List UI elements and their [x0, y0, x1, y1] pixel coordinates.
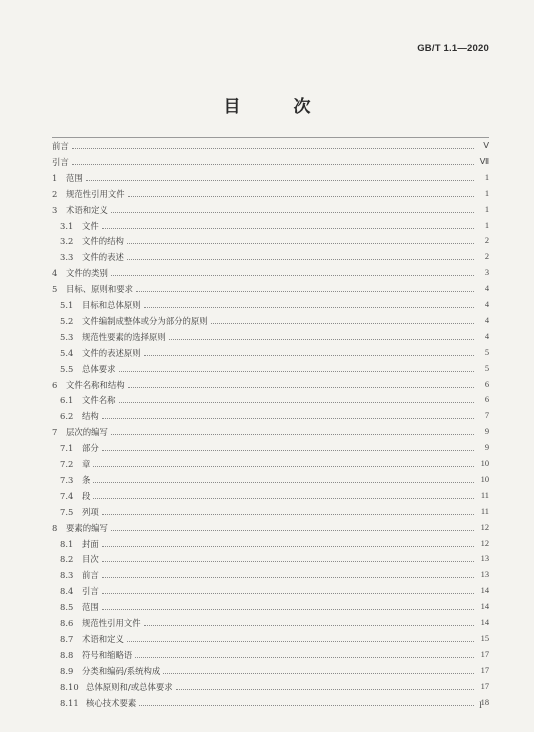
toc-entry-number: 5.1 [60, 300, 74, 310]
toc-entry-page: 14 [480, 618, 489, 627]
toc-entry-title: 范围 [82, 602, 99, 613]
toc-entry[interactable] [52, 678, 489, 692]
toc-entry-title: 结构 [82, 411, 99, 422]
toc-entry-page: 10 [480, 459, 489, 468]
toc-entry-title: 文件的类别 [66, 268, 108, 279]
toc-entry[interactable] [52, 232, 489, 246]
toc-entry-page: 17 [480, 649, 489, 659]
toc-leader-dots [93, 456, 474, 467]
toc-entry[interactable] [52, 328, 489, 342]
toc-entry-title: 目次 [82, 554, 99, 565]
toc-entry-number: 7.2 [60, 459, 74, 469]
toc-entry-number: 8.5 [60, 602, 74, 613]
toc-entry[interactable] [52, 614, 489, 628]
toc-entry-number: 7 [52, 427, 58, 438]
toc-entry[interactable] [52, 376, 489, 390]
toc-entry-page: 3 [484, 268, 489, 278]
toc-entry-title: 引言 [82, 586, 99, 597]
toc-entry-page: 14 [480, 586, 489, 596]
toc-entry-page: 4 [484, 284, 489, 294]
toc-leader-dots [102, 567, 474, 578]
toc-entry-title: 要素的编写 [66, 522, 108, 533]
toc-entry[interactable] [52, 391, 489, 405]
toc-entry-title: 术语和定义 [82, 633, 124, 644]
toc-leader-dots [111, 202, 474, 213]
page-number: I [479, 700, 482, 710]
toc-entry[interactable] [52, 344, 489, 358]
toc-entry[interactable] [52, 503, 489, 517]
toc-leader-dots [93, 472, 474, 483]
toc-leader-dots [102, 218, 474, 229]
toc-entry-title: 总体要求 [82, 363, 116, 374]
toc-entry-number: 1 [52, 172, 58, 183]
toc-leader-dots [127, 249, 474, 260]
toc-leader-dots [211, 313, 474, 324]
toc-entry[interactable] [52, 487, 489, 501]
toc-entry-number: 4 [52, 268, 58, 279]
toc-entry-number: 5 [52, 284, 58, 295]
toc-leader-dots [144, 615, 474, 626]
toc-entry-number: 8.2 [60, 554, 74, 565]
toc-entry-number: 8.10 [60, 681, 79, 692]
standard-code: GB/T 1.1—2020 [417, 43, 489, 54]
toc-entry[interactable] [52, 630, 489, 644]
toc-entry[interactable] [52, 280, 489, 294]
toc-entry-title: 规范性引用文件 [82, 618, 141, 628]
toc-entry[interactable] [52, 535, 489, 549]
toc-entry[interactable] [52, 153, 489, 167]
toc-entry-number: 5.2 [60, 315, 74, 326]
toc-entry-number: 6 [52, 379, 58, 390]
toc-entry-title: 引言 [52, 156, 69, 167]
toc-entry[interactable] [52, 296, 489, 310]
toc-leader-dots [127, 233, 474, 244]
toc-entry-title: 前言 [82, 570, 99, 581]
toc-entry-number: 3 [52, 204, 58, 215]
toc-entry-title: 文件 [82, 220, 99, 231]
toc-leader-dots [102, 408, 474, 419]
toc-entry-number: 8.7 [60, 633, 74, 644]
toc-entry[interactable] [52, 312, 489, 326]
toc-entry-title: 封面 [82, 538, 99, 549]
toc-entry-number: 8.3 [60, 570, 74, 581]
toc-entry-page: 13 [480, 554, 489, 564]
toc-entry-title: 文件名称和结构 [66, 379, 125, 390]
toc-entry[interactable] [52, 582, 489, 596]
toc-entry-page: 1 [484, 204, 489, 214]
toc-entry-title: 范围 [66, 172, 83, 183]
toc-entry[interactable] [52, 519, 489, 533]
toc-entry[interactable] [52, 217, 489, 231]
toc-entry-page: 18 [480, 697, 489, 707]
toc-entry-title: 文件编制成整体或分为部分的原则 [82, 315, 208, 326]
toc-entry-title: 前言 [52, 141, 69, 151]
toc-entry-page: 1 [484, 220, 489, 230]
toc-entry-number: 6.1 [60, 395, 74, 406]
toc-leader-dots [102, 440, 474, 451]
toc-entry-number: 5.4 [60, 347, 74, 358]
toc-entry-number: 8.8 [60, 649, 74, 660]
toc-leader-dots [176, 679, 474, 690]
toc-entry-title: 部分 [82, 443, 99, 454]
toc-entry[interactable] [52, 439, 489, 453]
toc-entry-page: 12 [480, 538, 489, 548]
toc-entry-page: 17 [480, 665, 489, 675]
toc-leader-dots [102, 583, 474, 594]
toc-entry-title: 层次的编写 [66, 427, 108, 438]
toc-entry-number: 3.1 [60, 220, 74, 231]
toc-leader-dots [93, 488, 474, 499]
toc-entry[interactable] [52, 137, 489, 151]
toc-entry-page: 14 [480, 602, 489, 612]
toc-entry-title: 文件的表述 [82, 252, 124, 263]
toc-entry-page: 9 [484, 443, 489, 453]
toc-leader-dots [72, 138, 474, 149]
toc-entry-page: 12 [480, 522, 489, 532]
toc-entry[interactable] [52, 248, 489, 262]
toc-entry[interactable] [52, 598, 489, 612]
toc-entry-number: 8.6 [60, 618, 74, 628]
toc-entry[interactable] [52, 471, 489, 485]
toc-leader-dots [102, 599, 474, 610]
toc-entry-title: 文件的表述原则 [82, 347, 141, 358]
toc-entry-title: 文件的结构 [82, 236, 124, 247]
toc-entry-number: 8 [52, 522, 58, 533]
toc-entry-number: 7.4 [60, 490, 74, 501]
toc-entry[interactable] [52, 201, 489, 215]
toc-entry-page: 6 [484, 395, 489, 405]
toc-entry[interactable] [52, 423, 489, 437]
toc-entry-title: 列项 [82, 506, 99, 517]
toc-leader-dots [111, 265, 474, 276]
toc-leader-dots [169, 329, 474, 340]
toc-entry-number: 7.3 [60, 474, 74, 485]
toc-entry[interactable] [52, 566, 489, 580]
toc-entry-number: 8.4 [60, 586, 74, 597]
toc-entry[interactable] [52, 662, 489, 676]
toc-entry-page: 5 [484, 363, 489, 373]
toc-leader-dots [128, 377, 474, 388]
toc-leader-dots [102, 551, 474, 562]
toc-leader-dots [72, 154, 474, 165]
toc-entry-title: 分类和编码/系统构成 [82, 665, 161, 676]
toc-entry-page: 17 [480, 681, 489, 691]
toc-leader-dots [128, 186, 474, 197]
toc-entry-page: 2 [484, 252, 489, 262]
toc-entry-title: 符号和缩略语 [82, 649, 133, 660]
toc-entry-title: 目标、原则和要求 [66, 284, 133, 295]
toc-leader-dots [139, 695, 474, 706]
toc-leader-dots [119, 361, 475, 372]
toc-entry[interactable] [52, 264, 489, 278]
toc-entry-number: 2 [52, 188, 58, 199]
toc-leader-dots [111, 520, 474, 531]
toc-entry-page: 1 [484, 188, 489, 198]
toc-entry-page: 10 [480, 474, 489, 484]
toc-leader-dots [86, 170, 474, 181]
toc-entry-page: 13 [480, 570, 489, 580]
toc-entry-number: 3.2 [60, 236, 74, 247]
toc-entry-number: 3.3 [60, 252, 74, 263]
toc-entry-page: 6 [484, 379, 489, 389]
toc-entry-page: 11 [480, 506, 489, 516]
toc-entry-page: 7 [484, 411, 489, 421]
toc-entry[interactable] [52, 407, 489, 421]
toc-leader-dots [119, 392, 475, 403]
toc-entry-page: 11 [480, 490, 489, 500]
toc-entry-page: 5 [484, 347, 489, 357]
toc-entry-title: 目标和总体原则 [82, 300, 141, 310]
toc-entry-page: 4 [484, 300, 489, 309]
toc-leader-dots [127, 631, 474, 642]
toc-entry-title: 总体原则和/或总体要求 [86, 681, 173, 692]
toc-entry-number: 8.11 [60, 697, 79, 708]
toc-entry-title: 核心技术要素 [86, 697, 137, 708]
toc-entry-page: 2 [484, 236, 489, 246]
toc-entry-number: 7.1 [60, 443, 74, 454]
toc-entry-number: 5.3 [60, 331, 74, 342]
toc-entry-page: 4 [484, 315, 489, 325]
toc-leader-dots [136, 281, 474, 292]
toc-leader-dots [144, 297, 474, 308]
toc-entry[interactable] [52, 169, 489, 183]
toc-entry-title: 规范性引用文件 [66, 188, 125, 199]
toc-leader-dots [102, 536, 474, 547]
toc-leader-dots [163, 663, 474, 674]
toc-leader-dots [144, 345, 474, 356]
toc-entry-title: 术语和定义 [66, 204, 108, 215]
toc-entry-page: 15 [480, 633, 489, 643]
toc-entry[interactable] [52, 550, 489, 564]
toc-entry-page: Ⅴ [483, 141, 489, 150]
toc-entry-page: Ⅶ [479, 156, 489, 166]
toc-entry[interactable] [52, 360, 489, 374]
toc-entry-title: 章 [82, 459, 91, 469]
toc-entry-number: 5.5 [60, 363, 74, 374]
toc-leader-dots [111, 424, 474, 435]
page-title: 目 次 [223, 97, 329, 117]
toc-entry[interactable] [52, 646, 489, 660]
toc-entry-title: 规范性要素的选择原则 [82, 331, 166, 342]
toc-leader-dots [135, 647, 474, 658]
toc-entry-page: 9 [484, 427, 489, 437]
toc-entry-number: 6.2 [60, 411, 74, 422]
toc-entry[interactable] [52, 455, 489, 469]
toc-entry-number: 8.1 [60, 538, 74, 549]
toc-entry-page: 4 [484, 331, 489, 341]
toc-entry-title: 条 [82, 474, 91, 485]
toc-entry-number: 8.9 [60, 665, 74, 676]
toc-entry-title: 段 [82, 490, 91, 501]
toc-entry[interactable] [52, 185, 489, 199]
toc-entry-page: 1 [484, 172, 489, 182]
toc-leader-dots [102, 504, 474, 515]
toc-entry-number: 7.5 [60, 506, 74, 517]
toc-entry[interactable] [52, 694, 489, 708]
toc-entry-title: 文件名称 [82, 395, 116, 406]
